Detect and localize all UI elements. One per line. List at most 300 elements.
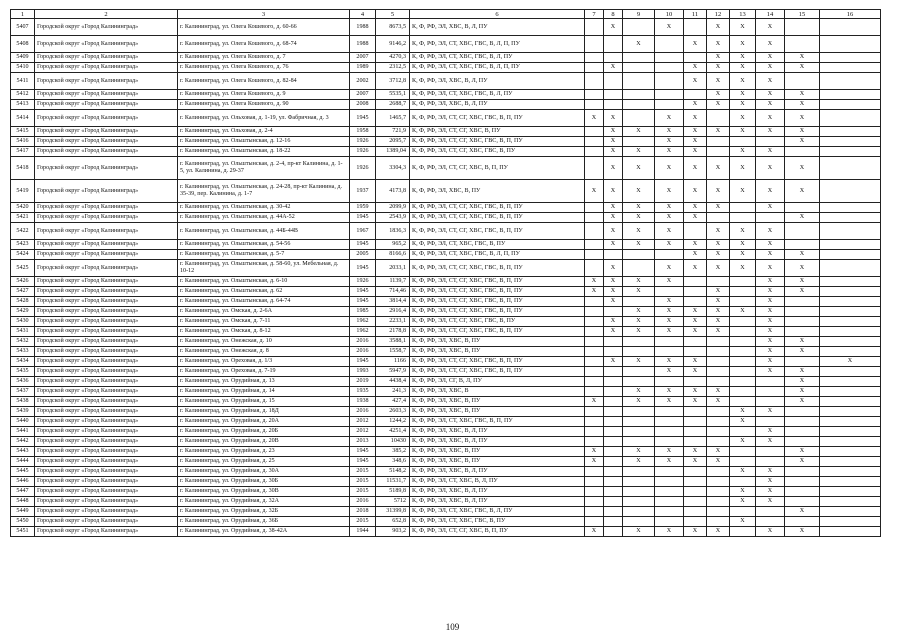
work-mark-cell: X xyxy=(785,527,820,537)
work-mark-cell xyxy=(785,297,820,307)
table-row xyxy=(11,297,881,307)
work-mark-cell: X xyxy=(655,447,684,457)
work-mark-cell xyxy=(785,307,820,317)
address-cell: г. Калининград, ул. Олега Кошевого, д. 76 xyxy=(178,63,350,73)
work-mark-cell xyxy=(820,100,881,110)
work-mark-cell xyxy=(730,213,756,223)
works-list-cell: К, Ф, РФ, ЭЛ, ХВС, В, Л, ПУ xyxy=(410,100,585,110)
address-cell: г. Калининград, ул. Орудийная, д. 30В xyxy=(178,487,350,497)
work-mark-cell xyxy=(585,347,604,357)
row-number: 5407 xyxy=(11,19,35,36)
work-mark-cell xyxy=(785,73,820,90)
work-mark-cell: X xyxy=(604,240,623,250)
work-mark-cell: X xyxy=(707,63,730,73)
work-mark-cell: X xyxy=(655,19,684,36)
table-body xyxy=(11,19,881,537)
owner-cell: Городской округ «Город Калининград» xyxy=(35,477,178,487)
work-mark-cell: X xyxy=(730,417,756,427)
work-mark-cell xyxy=(820,137,881,147)
work-mark-cell: X xyxy=(785,110,820,127)
year-built-cell: 2015 xyxy=(350,517,376,527)
address-cell: г. Калининград, ул. Орудийная, д. 20Б xyxy=(178,427,350,437)
address-cell: г. Калининград, ул. Ольштынская, д. 30-42 xyxy=(178,203,350,213)
work-mark-cell xyxy=(820,307,881,317)
year-built-cell: 1959 xyxy=(350,203,376,213)
table-row xyxy=(11,100,881,110)
work-mark-cell: X xyxy=(604,213,623,223)
table-row xyxy=(11,287,881,297)
row-number: 5417 xyxy=(11,147,35,157)
work-mark-cell xyxy=(820,457,881,467)
work-mark-cell: X xyxy=(730,63,756,73)
row-number: 5431 xyxy=(11,327,35,337)
work-mark-cell: X xyxy=(684,250,707,260)
table-row xyxy=(11,63,881,73)
work-mark-cell xyxy=(655,337,684,347)
row-number: 5439 xyxy=(11,407,35,417)
address-cell: г. Калининград, ул. Орудийная, д. 36Б xyxy=(178,517,350,527)
row-number: 5425 xyxy=(11,260,35,277)
works-list-cell: К, Ф, РФ, ЭЛ, ХВС, В, Л, ПУ xyxy=(410,73,585,90)
column-number-header: 10 xyxy=(655,10,684,19)
work-mark-cell: X xyxy=(756,90,785,100)
area-cell: 8673,5 xyxy=(376,19,410,36)
work-mark-cell xyxy=(820,507,881,517)
work-mark-cell xyxy=(585,36,604,53)
work-mark-cell: X xyxy=(655,297,684,307)
work-mark-cell xyxy=(604,427,623,437)
work-mark-cell xyxy=(585,387,604,397)
address-cell: г. Калининград, ул. Орудийная, д. 25 xyxy=(178,457,350,467)
work-mark-cell: X xyxy=(785,90,820,100)
work-mark-cell xyxy=(585,317,604,327)
column-number-header: 4 xyxy=(350,10,376,19)
owner-cell: Городской округ «Город Калининград» xyxy=(35,180,178,203)
works-list-cell: К, Ф, РФ, ЭЛ, СТ, СГ, ХВС, ГВС, В, П, ПУ xyxy=(410,327,585,337)
work-mark-cell: X xyxy=(730,437,756,447)
work-mark-cell xyxy=(585,137,604,147)
work-mark-cell: X xyxy=(707,397,730,407)
row-number: 5444 xyxy=(11,457,35,467)
row-number: 5416 xyxy=(11,137,35,147)
work-mark-cell xyxy=(604,457,623,467)
area-cell: 5148,2 xyxy=(376,467,410,477)
work-mark-cell: X xyxy=(684,100,707,110)
owner-cell: Городской округ «Город Калининград» xyxy=(35,297,178,307)
work-mark-cell xyxy=(604,53,623,63)
row-number: 5421 xyxy=(11,213,35,223)
address-cell: г. Калининград, ул. Онежская, д. 10 xyxy=(178,337,350,347)
year-built-cell: 2005 xyxy=(350,250,376,260)
work-mark-cell: X xyxy=(756,53,785,63)
work-mark-cell xyxy=(655,507,684,517)
work-mark-cell xyxy=(707,213,730,223)
work-mark-cell: X xyxy=(623,387,655,397)
work-mark-cell: X xyxy=(756,437,785,447)
work-mark-cell: X xyxy=(730,180,756,203)
table-row xyxy=(11,437,881,447)
work-mark-cell: X xyxy=(623,287,655,297)
work-mark-cell: X xyxy=(684,203,707,213)
work-mark-cell: X xyxy=(730,260,756,277)
owner-cell: Городской округ «Город Калининград» xyxy=(35,457,178,467)
work-mark-cell: X xyxy=(707,457,730,467)
table-row xyxy=(11,337,881,347)
area-cell: 1465,7 xyxy=(376,110,410,127)
owner-cell: Городской округ «Город Калининград» xyxy=(35,327,178,337)
work-mark-cell xyxy=(707,347,730,357)
work-mark-cell: X xyxy=(785,157,820,180)
work-mark-cell xyxy=(820,337,881,347)
year-built-cell: 1962 xyxy=(350,327,376,337)
works-list-cell: К, Ф, РФ, ЭЛ, СТ, СГ, ХВС, ГВС, В, П, ПУ xyxy=(410,277,585,287)
work-mark-cell xyxy=(820,213,881,223)
work-mark-cell: X xyxy=(707,203,730,213)
work-mark-cell xyxy=(684,347,707,357)
work-mark-cell: X xyxy=(707,317,730,327)
work-mark-cell: X xyxy=(655,127,684,137)
work-mark-cell xyxy=(730,203,756,213)
table-row xyxy=(11,527,881,537)
work-mark-cell: X xyxy=(730,19,756,36)
row-number: 5409 xyxy=(11,53,35,63)
work-mark-cell: X xyxy=(684,447,707,457)
work-mark-cell xyxy=(585,517,604,527)
works-list-cell: К, Ф, РФ, ЭЛ, ХВС, В, Л, ПУ xyxy=(410,19,585,36)
work-mark-cell xyxy=(730,447,756,457)
work-mark-cell: X xyxy=(623,457,655,467)
work-mark-cell xyxy=(604,337,623,347)
address-cell: г. Калининград, ул. Ольштынская, д. 2-4, пр-кт Калинина, д. 1-5, ул. Калинина, д. 29-37 xyxy=(178,157,350,180)
year-built-cell: 1926 xyxy=(350,277,376,287)
work-mark-cell xyxy=(585,147,604,157)
owner-cell: Городской округ «Город Калининград» xyxy=(35,147,178,157)
row-number: 5447 xyxy=(11,487,35,497)
work-mark-cell xyxy=(707,517,730,527)
works-list-cell: К, Ф, РФ, ЭЛ, СТ, СГ, ХВС, ГВС, В, П, ПУ xyxy=(410,307,585,317)
row-number: 5450 xyxy=(11,517,35,527)
work-mark-cell: X xyxy=(655,397,684,407)
year-built-cell: 1985 xyxy=(350,307,376,317)
work-mark-cell xyxy=(655,36,684,53)
owner-cell: Городской округ «Город Калининград» xyxy=(35,203,178,213)
owner-cell: Городской округ «Город Калининград» xyxy=(35,427,178,437)
work-mark-cell xyxy=(604,467,623,477)
area-cell: 3814,4 xyxy=(376,297,410,307)
area-cell: 8166,6 xyxy=(376,250,410,260)
work-mark-cell: X xyxy=(684,73,707,90)
owner-cell: Городской округ «Город Калининград» xyxy=(35,223,178,240)
work-mark-cell xyxy=(623,497,655,507)
work-mark-cell: X xyxy=(604,327,623,337)
address-cell: г. Калининград, ул. Орудийная, д. 18Д xyxy=(178,407,350,417)
work-mark-cell: X xyxy=(604,180,623,203)
row-number: 5445 xyxy=(11,467,35,477)
year-built-cell: 2016 xyxy=(350,407,376,417)
table-row xyxy=(11,240,881,250)
work-mark-cell: X xyxy=(785,337,820,347)
work-mark-cell: X xyxy=(655,147,684,157)
address-cell: г. Калининград, ул. Омская, д. 8-12 xyxy=(178,327,350,337)
area-cell: 427,4 xyxy=(376,397,410,407)
work-mark-cell: X xyxy=(655,260,684,277)
work-mark-cell xyxy=(684,53,707,63)
address-cell: г. Калининград, ул. Ольштынская, д. 54-56 xyxy=(178,240,350,250)
work-mark-cell: X xyxy=(655,180,684,203)
work-mark-cell: X xyxy=(730,223,756,240)
works-list-cell: К, Ф, РФ, ЭЛ, СТ, СГ, ХВС, ГВС, В, П, ПУ xyxy=(410,287,585,297)
area-cell: 2603,3 xyxy=(376,407,410,417)
work-mark-cell xyxy=(820,347,881,357)
owner-cell: Городской округ «Город Калининград» xyxy=(35,213,178,223)
works-list-cell: К, Ф, РФ, ЭЛ, СТ, ХВС, ГВС, В, ПУ xyxy=(410,517,585,527)
work-mark-cell xyxy=(820,36,881,53)
work-mark-cell xyxy=(785,36,820,53)
work-mark-cell: X xyxy=(730,250,756,260)
work-mark-cell: X xyxy=(707,307,730,317)
table-row xyxy=(11,377,881,387)
work-mark-cell xyxy=(820,367,881,377)
work-mark-cell: X xyxy=(730,517,756,527)
work-mark-cell: X xyxy=(785,180,820,203)
row-number: 5408 xyxy=(11,36,35,53)
row-number: 5419 xyxy=(11,180,35,203)
area-cell: 1166 xyxy=(376,357,410,367)
owner-cell: Городской округ «Город Калининград» xyxy=(35,240,178,250)
work-mark-cell xyxy=(684,377,707,387)
row-number: 5413 xyxy=(11,100,35,110)
work-mark-cell: X xyxy=(604,147,623,157)
work-mark-cell: X xyxy=(707,297,730,307)
address-cell: г. Калининград, ул. Ольштынская, д. 58-60, ул. Мебельная, д. 10-12 xyxy=(178,260,350,277)
work-mark-cell xyxy=(730,287,756,297)
year-built-cell: 1945 xyxy=(350,357,376,367)
work-mark-cell: X xyxy=(707,180,730,203)
work-mark-cell: X xyxy=(684,180,707,203)
owner-cell: Городской округ «Город Калининград» xyxy=(35,250,178,260)
work-mark-cell xyxy=(655,73,684,90)
work-mark-cell xyxy=(623,367,655,377)
table-row xyxy=(11,260,881,277)
table-row xyxy=(11,73,881,90)
area-cell: 31399,8 xyxy=(376,507,410,517)
work-mark-cell xyxy=(707,507,730,517)
work-mark-cell xyxy=(585,337,604,347)
work-mark-cell: X xyxy=(655,223,684,240)
address-cell: г. Калининград, ул. Онежская, д. 8 xyxy=(178,347,350,357)
work-mark-cell xyxy=(820,53,881,63)
year-built-cell: 2012 xyxy=(350,427,376,437)
works-list-cell: К, Ф, РФ, ЭЛ, ХВС, В, Л, ПУ xyxy=(410,437,585,447)
column-number-header: 12 xyxy=(707,10,730,19)
column-number-header: 7 xyxy=(585,10,604,19)
work-mark-cell: X xyxy=(707,260,730,277)
table-row xyxy=(11,147,881,157)
table-row xyxy=(11,180,881,203)
work-mark-cell: X xyxy=(684,127,707,137)
work-mark-cell xyxy=(623,507,655,517)
work-mark-cell xyxy=(585,427,604,437)
address-cell: г. Калининград, ул. Орудийная, д. 30Б xyxy=(178,477,350,487)
owner-cell: Городской округ «Город Калининград» xyxy=(35,36,178,53)
row-number: 5420 xyxy=(11,203,35,213)
work-mark-cell: X xyxy=(623,213,655,223)
work-mark-cell xyxy=(655,407,684,417)
work-mark-cell: X xyxy=(604,223,623,240)
works-list-cell: К, Ф, РФ, ЭЛ, СТ, СГ, ХВС, В, П, ПУ xyxy=(410,527,585,537)
work-mark-cell: X xyxy=(585,277,604,287)
row-number: 5440 xyxy=(11,417,35,427)
work-mark-cell: X xyxy=(756,427,785,437)
work-mark-cell xyxy=(604,447,623,457)
work-mark-cell: X xyxy=(730,73,756,90)
work-mark-cell xyxy=(820,260,881,277)
work-mark-cell: X xyxy=(655,457,684,467)
work-mark-cell xyxy=(655,427,684,437)
work-mark-cell: X xyxy=(604,203,623,213)
work-mark-cell xyxy=(623,407,655,417)
year-built-cell: 2016 xyxy=(350,337,376,347)
work-mark-cell: X xyxy=(655,203,684,213)
address-cell: г. Калининград, ул. Орудийная, д. 32А xyxy=(178,497,350,507)
works-list-cell: К, Ф, РФ, ЭЛ, ХВС, В, Л, ПУ xyxy=(410,427,585,437)
address-cell: г. Калининград, ул. Ольштынская, д. 44Б-44В xyxy=(178,223,350,240)
works-list-cell: К, Ф, РФ, ЭЛ, СТ, ХВС, ГВС, В, Л, ПУ xyxy=(410,90,585,100)
work-mark-cell xyxy=(684,277,707,287)
work-mark-cell: X xyxy=(730,467,756,477)
work-mark-cell xyxy=(684,297,707,307)
address-cell: г. Калининград, ул. Ольховая, д. 1-19, ул. Фабричная, д. 3 xyxy=(178,110,350,127)
year-built-cell: 2015 xyxy=(350,477,376,487)
year-built-cell: 2008 xyxy=(350,100,376,110)
work-mark-cell: X xyxy=(684,157,707,180)
work-mark-cell: X xyxy=(684,527,707,537)
work-mark-cell: X xyxy=(623,327,655,337)
work-mark-cell: X xyxy=(604,260,623,277)
column-number-header: 9 xyxy=(623,10,655,19)
work-mark-cell xyxy=(707,467,730,477)
work-mark-cell: X xyxy=(623,157,655,180)
work-mark-cell xyxy=(730,297,756,307)
work-mark-cell: X xyxy=(623,180,655,203)
work-mark-cell xyxy=(623,110,655,127)
year-built-cell: 1935 xyxy=(350,387,376,397)
work-mark-cell: X xyxy=(684,260,707,277)
work-mark-cell: X xyxy=(730,127,756,137)
work-mark-cell xyxy=(730,277,756,287)
works-list-cell: К, Ф, РФ, ЭЛ, СТ, СГ, ХВС, ГВС, В, П, ПУ xyxy=(410,260,585,277)
work-mark-cell xyxy=(604,517,623,527)
column-number-row xyxy=(11,10,881,19)
work-mark-cell xyxy=(604,507,623,517)
owner-cell: Городской округ «Город Калининград» xyxy=(35,377,178,387)
table-row xyxy=(11,203,881,213)
work-mark-cell xyxy=(756,137,785,147)
area-cell: 4438,4 xyxy=(376,377,410,387)
address-cell: г. Калининград, ул. Ольштынская, д. 62 xyxy=(178,287,350,297)
work-mark-cell xyxy=(785,223,820,240)
works-list-cell: К, Ф, РФ, ЭЛ, СТ, ХВС, В, Л, ПУ xyxy=(410,477,585,487)
work-mark-cell: X xyxy=(707,73,730,90)
work-mark-cell xyxy=(820,477,881,487)
work-mark-cell xyxy=(707,377,730,387)
table-row xyxy=(11,36,881,53)
work-mark-cell: X xyxy=(707,53,730,63)
works-list-cell: К, Ф, РФ, ЭЛ, СТ, СГ, ХВС, ГВС, В, П, ПУ xyxy=(410,297,585,307)
work-mark-cell xyxy=(623,467,655,477)
work-mark-cell: X xyxy=(585,287,604,297)
address-cell: г. Калининград, ул. Ольштынская, д. 5-7 xyxy=(178,250,350,260)
work-mark-cell: X xyxy=(707,19,730,36)
works-list-cell: К, Ф, РФ, ЭЛ, СТ, СГ, ХВС, ГВС, В, П, ПУ xyxy=(410,223,585,240)
owner-cell: Городской округ «Город Калининград» xyxy=(35,307,178,317)
row-number: 5448 xyxy=(11,497,35,507)
address-cell: г. Калининград, ул. Орудийная, д. 30А xyxy=(178,467,350,477)
work-mark-cell xyxy=(684,507,707,517)
owner-cell: Городской округ «Город Калининград» xyxy=(35,447,178,457)
table-row xyxy=(11,327,881,337)
work-mark-cell: X xyxy=(730,407,756,417)
table-row xyxy=(11,127,881,137)
work-mark-cell: X xyxy=(707,327,730,337)
work-mark-cell xyxy=(707,147,730,157)
work-mark-cell: X xyxy=(655,387,684,397)
row-number: 5422 xyxy=(11,223,35,240)
area-cell: 1836,3 xyxy=(376,223,410,240)
work-mark-cell: X xyxy=(730,36,756,53)
column-number-header: 8 xyxy=(604,10,623,19)
column-number-header: 13 xyxy=(730,10,756,19)
year-built-cell: 1937 xyxy=(350,180,376,203)
works-list-cell: К, Ф, РФ, ЭЛ, СТ, ХВС, ГВС, В, Л, П, ПУ xyxy=(410,63,585,73)
table-row xyxy=(11,19,881,36)
work-mark-cell xyxy=(756,397,785,407)
work-mark-cell: X xyxy=(655,307,684,317)
work-mark-cell xyxy=(604,250,623,260)
area-cell: 3588,1 xyxy=(376,337,410,347)
work-mark-cell xyxy=(623,63,655,73)
work-mark-cell xyxy=(655,437,684,447)
work-mark-cell xyxy=(707,137,730,147)
work-mark-cell: X xyxy=(756,73,785,90)
work-mark-cell xyxy=(604,73,623,90)
work-mark-cell: X xyxy=(785,447,820,457)
address-cell: г. Калининград, ул. Ольштынская, д. 44А-52 xyxy=(178,213,350,223)
work-mark-cell xyxy=(785,407,820,417)
row-number: 5427 xyxy=(11,287,35,297)
works-list-cell: К, Ф, РФ, ЭЛ, СТ, ХВС, ГВС, В, П, ПУ xyxy=(410,417,585,427)
works-list-cell: К, Ф, РФ, ЭЛ, ХВС, В, ПУ xyxy=(410,180,585,203)
year-built-cell: 2015 xyxy=(350,467,376,477)
year-built-cell: 1988 xyxy=(350,19,376,36)
work-mark-cell xyxy=(730,377,756,387)
work-mark-cell: X xyxy=(707,223,730,240)
address-cell: г. Калининград, ул. Олега Кошевого, д. 60-66 xyxy=(178,19,350,36)
work-mark-cell: X xyxy=(730,240,756,250)
work-mark-cell: X xyxy=(604,110,623,127)
work-mark-cell xyxy=(604,497,623,507)
table-row xyxy=(11,467,881,477)
work-mark-cell xyxy=(820,517,881,527)
work-mark-cell xyxy=(785,417,820,427)
work-mark-cell: X xyxy=(655,240,684,250)
works-list-cell: К, Ф, РФ, ЭЛ, ХВС, В, ПУ xyxy=(410,447,585,457)
work-mark-cell: X xyxy=(756,240,785,250)
work-mark-cell xyxy=(785,203,820,213)
table-row xyxy=(11,223,881,240)
address-cell: г. Калининград, ул. Ольштынская, д. 18-22 xyxy=(178,147,350,157)
work-mark-cell xyxy=(820,277,881,287)
